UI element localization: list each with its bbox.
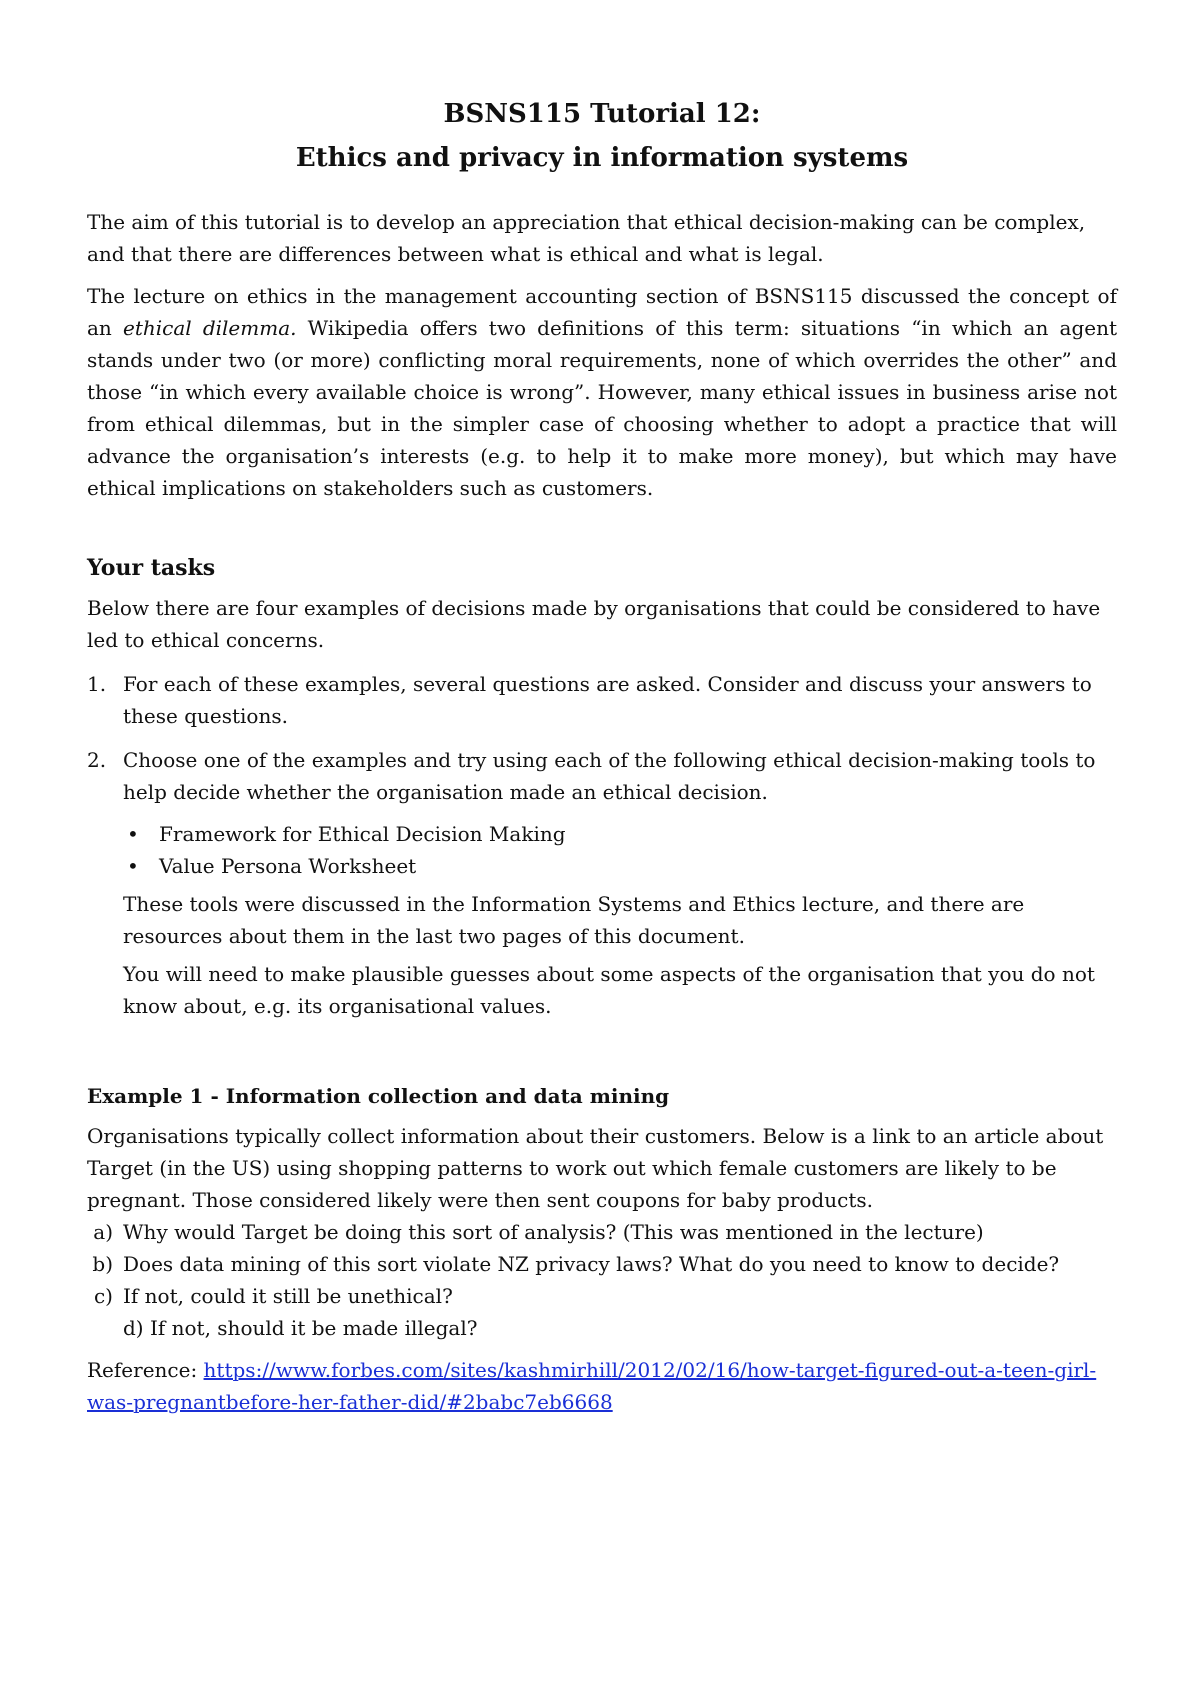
tool-item-value-persona [123, 850, 1117, 882]
guesses-note-paragraph: You will need to make plausible guesses about some aspects of the organisation that you do not know about, e.g. its organisational values. [123, 962, 1095, 1018]
question-b [87, 1248, 1117, 1280]
document-body [87, 92, 1117, 1418]
task-text: For each of these examples, several questions are asked. Consider and discuss your answers to these questions. [123, 672, 1092, 728]
reference-label: Reference: [87, 1358, 204, 1382]
reference-paragraph [87, 1354, 1117, 1418]
question-text: Why would Target be doing this sort of analysis? (This was mentioned in the lecture) [123, 1220, 984, 1244]
tasks-intro-paragraph: Below there are four examples of decisions made by organisations that could be considered to have led to ethical concerns. [87, 596, 1101, 652]
tasks-heading: Your tasks [87, 555, 216, 581]
question-text: If not, could it still be unethical? [123, 1284, 453, 1308]
question-label: c) [93, 1284, 113, 1308]
example-1-questions [87, 1216, 1117, 1344]
page-title [87, 92, 1117, 180]
question-label: b) [92, 1252, 113, 1276]
task-item-2 [87, 744, 1117, 1022]
question-a [87, 1216, 1117, 1248]
tasks-list [87, 668, 1117, 1022]
bullet-icon: • [127, 854, 139, 878]
question-text: Does data mining of this sort violate NZ privacy laws? What do you need to know to decide? [123, 1252, 1060, 1276]
task-text: Choose one of the examples and try using each of the following ethical decision-making tools to help decide whether the organisation made an ethical decision. [123, 748, 1096, 804]
task-number: 2. [87, 748, 107, 772]
task-item-1 [87, 668, 1117, 732]
lecture-paragraph [87, 280, 1117, 504]
tool-item-framework [123, 818, 1117, 850]
ethical-dilemma-term: ethical dilemma. [122, 316, 297, 340]
tool-label: Value Persona Worksheet [159, 854, 417, 878]
tool-label: Framework for Ethical Decision Making [159, 822, 566, 846]
intro-aim-paragraph: The aim of this tutorial is to develop an appreciation that ethical decision-making can be complex, and that there are differences between what is ethical and what is legal. [87, 210, 1086, 266]
reference-link[interactable]: https://www.forbes.com/sites/kashmirhill/2012/02/16/how-target-figured-out-a-teen-girl-was-pregnantbefore-her-father-did/#2babc7eb6668 [87, 1358, 1097, 1414]
title-line-2: Ethics and privacy in information systems [295, 143, 909, 173]
example-1-heading: Example 1 - Information collection and data mining [87, 1084, 670, 1108]
task-number: 1. [87, 672, 107, 696]
question-d: d) If not, should it be made illegal? [123, 1316, 478, 1340]
question-label: a) [93, 1220, 113, 1244]
tools-list [123, 818, 1117, 882]
lecture-text-rest: Wikipedia offers two definitions of this term: situations “in which an agent stands under two (or more) conflicting moral requirements, none of which overrides the other” and those “in which every available choice is wrong”. However, many ethical issues in business arise not from ethical dilemmas, but in the simpler case of choosing whether to adopt a practice that will advance the organisation’s interests (e.g. to help it to make more money), but which may have ethical implications on stakeholders such as customers. [87, 316, 1117, 500]
tools-note-paragraph: These tools were discussed in the Information Systems and Ethics lecture, and there are resources about them in the last two pages of this document. [123, 892, 1025, 948]
bullet-icon: • [127, 822, 139, 846]
question-c [87, 1280, 1117, 1312]
title-line-1: BSNS115 Tutorial 12: [443, 99, 761, 129]
lecture-text-start: The lecture on ethics in the management accounting section of BSNS115 discussed the concept of an [87, 284, 1117, 340]
example-1-intro: Organisations typically collect information about their customers. Below is a link to an article about Target (in the US) using shopping patterns to work out which female customers are likely to be pregnant. Those considered likely were then sent coupons for baby products. [87, 1124, 1104, 1212]
